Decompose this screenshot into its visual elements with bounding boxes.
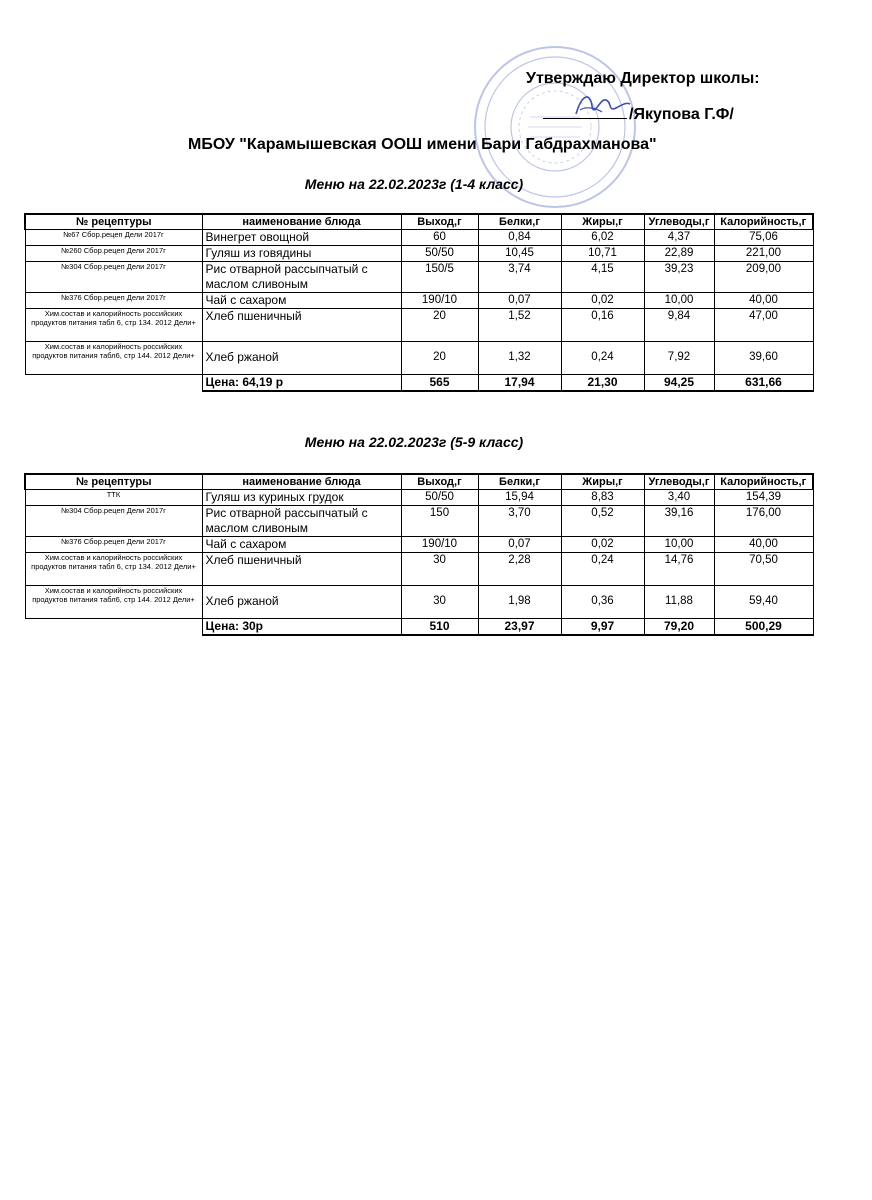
col-header-fat: Жиры,г xyxy=(561,214,644,229)
fat-value: 0,24 xyxy=(561,341,644,374)
total-blank-cell xyxy=(25,374,202,391)
recipe-code: Хим.состав и калорийность российских продуктов питания табл 6, стр 134. 2012 Дели+ xyxy=(25,552,202,585)
protein-value: 15,94 xyxy=(478,489,561,505)
col-header-output: Выход,г xyxy=(401,214,478,229)
kcal-value: 70,50 xyxy=(714,552,813,585)
dish-name: Гуляш из говядины xyxy=(202,245,401,261)
carbs-value: 3,40 xyxy=(644,489,714,505)
table-row xyxy=(25,505,813,536)
recipe-code: №260 Сбор.рецеп Дели 2017г xyxy=(25,245,202,261)
kcal-value: 221,00 xyxy=(714,245,813,261)
dish-name: Хлеб ржаной xyxy=(202,585,401,618)
approval-heading: Утверждаю Директор школы: xyxy=(526,70,760,87)
price-label: Цена: 64,19 р xyxy=(202,374,401,391)
signer-name: /Якупова Г.Ф/ xyxy=(629,106,734,123)
carbs-value: 14,76 xyxy=(644,552,714,585)
fat-value: 8,83 xyxy=(561,489,644,505)
table-row xyxy=(25,341,813,374)
table-row xyxy=(25,245,813,261)
col-header-name: наименование блюда xyxy=(202,474,401,489)
school-name: МБОУ "Карамышевская ООШ имени Бари Габдрахманова" xyxy=(188,136,657,153)
output-value: 30 xyxy=(401,585,478,618)
protein-value: 3,74 xyxy=(478,261,561,292)
total-fat: 9,97 xyxy=(561,618,644,635)
output-value: 50/50 xyxy=(401,245,478,261)
protein-value: 10,45 xyxy=(478,245,561,261)
protein-value: 3,70 xyxy=(478,505,561,536)
kcal-value: 154,39 xyxy=(714,489,813,505)
col-header-output: Выход,г xyxy=(401,474,478,489)
menu-table-5-9 xyxy=(24,473,814,636)
dish-name: Хлеб ржаной xyxy=(202,341,401,374)
table-total-row xyxy=(25,618,813,635)
fat-value: 0,52 xyxy=(561,505,644,536)
total-kcal: 631,66 xyxy=(714,374,813,391)
total-blank-cell xyxy=(25,618,202,635)
col-header-carbs: Углеводы,г xyxy=(644,214,714,229)
protein-value: 1,52 xyxy=(478,308,561,341)
output-value: 30 xyxy=(401,552,478,585)
recipe-code: №67 Сбор.рецеп Дели 2017г xyxy=(25,229,202,245)
signature-blank xyxy=(543,104,627,119)
menu-title-5-9: Меню на 22.02.2023г (5-9 класс) xyxy=(304,434,524,450)
carbs-value: 9,84 xyxy=(644,308,714,341)
carbs-value: 11,88 xyxy=(644,585,714,618)
carbs-value: 39,16 xyxy=(644,505,714,536)
col-header-code: № рецептуры xyxy=(25,474,202,489)
carbs-value: 39,23 xyxy=(644,261,714,292)
kcal-value: 47,00 xyxy=(714,308,813,341)
fat-value: 0,02 xyxy=(561,292,644,308)
fat-value: 0,36 xyxy=(561,585,644,618)
dish-name: Рис отварной рассыпчатый с маслом сливоным xyxy=(202,505,401,536)
total-fat: 21,30 xyxy=(561,374,644,391)
protein-value: 0,07 xyxy=(478,536,561,552)
fat-value: 4,15 xyxy=(561,261,644,292)
carbs-value: 10,00 xyxy=(644,536,714,552)
table-row xyxy=(25,308,813,341)
recipe-code: Хим.состав и калорийность российских продуктов питания табл6, стр 144. 2012 Дели+ xyxy=(25,341,202,374)
col-header-kcal: Калорийность,г xyxy=(714,474,813,489)
dish-name: Гуляш из куриных грудок xyxy=(202,489,401,505)
table-row xyxy=(25,229,813,245)
table-total-row xyxy=(25,374,813,391)
dish-name: Чай с сахаром xyxy=(202,536,401,552)
output-value: 20 xyxy=(401,308,478,341)
fat-value: 6,02 xyxy=(561,229,644,245)
total-carbs: 94,25 xyxy=(644,374,714,391)
total-kcal: 500,29 xyxy=(714,618,813,635)
fat-value: 0,16 xyxy=(561,308,644,341)
col-header-code: № рецептуры xyxy=(25,214,202,229)
dish-name: Хлеб пшеничный xyxy=(202,552,401,585)
recipe-code: ТТК xyxy=(25,489,202,505)
table-row xyxy=(25,585,813,618)
recipe-code: №376 Сбор.рецеп Дели 2017г xyxy=(25,536,202,552)
carbs-value: 10,00 xyxy=(644,292,714,308)
fat-value: 10,71 xyxy=(561,245,644,261)
menu-title-1-4: Меню на 22.02.2023г (1-4 класс) xyxy=(304,176,524,192)
output-value: 150/5 xyxy=(401,261,478,292)
dish-name: Хлеб пшеничный xyxy=(202,308,401,341)
recipe-code: №304 Сбор.рецеп Дели 2017г xyxy=(25,261,202,292)
carbs-value: 22,89 xyxy=(644,245,714,261)
protein-value: 1,32 xyxy=(478,341,561,374)
total-carbs: 79,20 xyxy=(644,618,714,635)
col-header-name: наименование блюда xyxy=(202,214,401,229)
output-value: 190/10 xyxy=(401,292,478,308)
table-row xyxy=(25,536,813,552)
kcal-value: 59,40 xyxy=(714,585,813,618)
protein-value: 0,84 xyxy=(478,229,561,245)
recipe-code: Хим.состав и калорийность российских продуктов питания табл6, стр 144. 2012 Дели+ xyxy=(25,585,202,618)
table-row xyxy=(25,552,813,585)
fat-value: 0,02 xyxy=(561,536,644,552)
col-header-kcal: Калорийность,г xyxy=(714,214,813,229)
carbs-value: 7,92 xyxy=(644,341,714,374)
total-protein: 23,97 xyxy=(478,618,561,635)
table-header-row xyxy=(25,214,813,229)
recipe-code: №376 Сбор.рецеп Дели 2017г xyxy=(25,292,202,308)
kcal-value: 39,60 xyxy=(714,341,813,374)
table-header-row xyxy=(25,474,813,489)
menu-table-1-4 xyxy=(24,213,814,392)
col-header-fat: Жиры,г xyxy=(561,474,644,489)
protein-value: 0,07 xyxy=(478,292,561,308)
dish-name: Рис отварной рассыпчатый с маслом сливоным xyxy=(202,261,401,292)
recipe-code: №304 Сбор.рецеп Дели 2017г xyxy=(25,505,202,536)
kcal-value: 75,06 xyxy=(714,229,813,245)
price-label: Цена: 30р xyxy=(202,618,401,635)
carbs-value: 4,37 xyxy=(644,229,714,245)
total-output: 510 xyxy=(401,618,478,635)
output-value: 60 xyxy=(401,229,478,245)
output-value: 150 xyxy=(401,505,478,536)
total-protein: 17,94 xyxy=(478,374,561,391)
kcal-value: 176,00 xyxy=(714,505,813,536)
col-header-protein: Белки,г xyxy=(478,214,561,229)
col-header-carbs: Углеводы,г xyxy=(644,474,714,489)
table-row xyxy=(25,261,813,292)
output-value: 50/50 xyxy=(401,489,478,505)
signature-line xyxy=(543,104,734,124)
fat-value: 0,24 xyxy=(561,552,644,585)
table-row xyxy=(25,489,813,505)
output-value: 190/10 xyxy=(401,536,478,552)
output-value: 20 xyxy=(401,341,478,374)
dish-name: Чай с сахаром xyxy=(202,292,401,308)
total-output: 565 xyxy=(401,374,478,391)
kcal-value: 40,00 xyxy=(714,292,813,308)
protein-value: 1,98 xyxy=(478,585,561,618)
table-row xyxy=(25,292,813,308)
protein-value: 2,28 xyxy=(478,552,561,585)
dish-name: Винегрет овощной xyxy=(202,229,401,245)
kcal-value: 209,00 xyxy=(714,261,813,292)
kcal-value: 40,00 xyxy=(714,536,813,552)
recipe-code: Хим.состав и калорийность российских продуктов питания табл 6, стр 134. 2012 Дели+ xyxy=(25,308,202,341)
col-header-protein: Белки,г xyxy=(478,474,561,489)
